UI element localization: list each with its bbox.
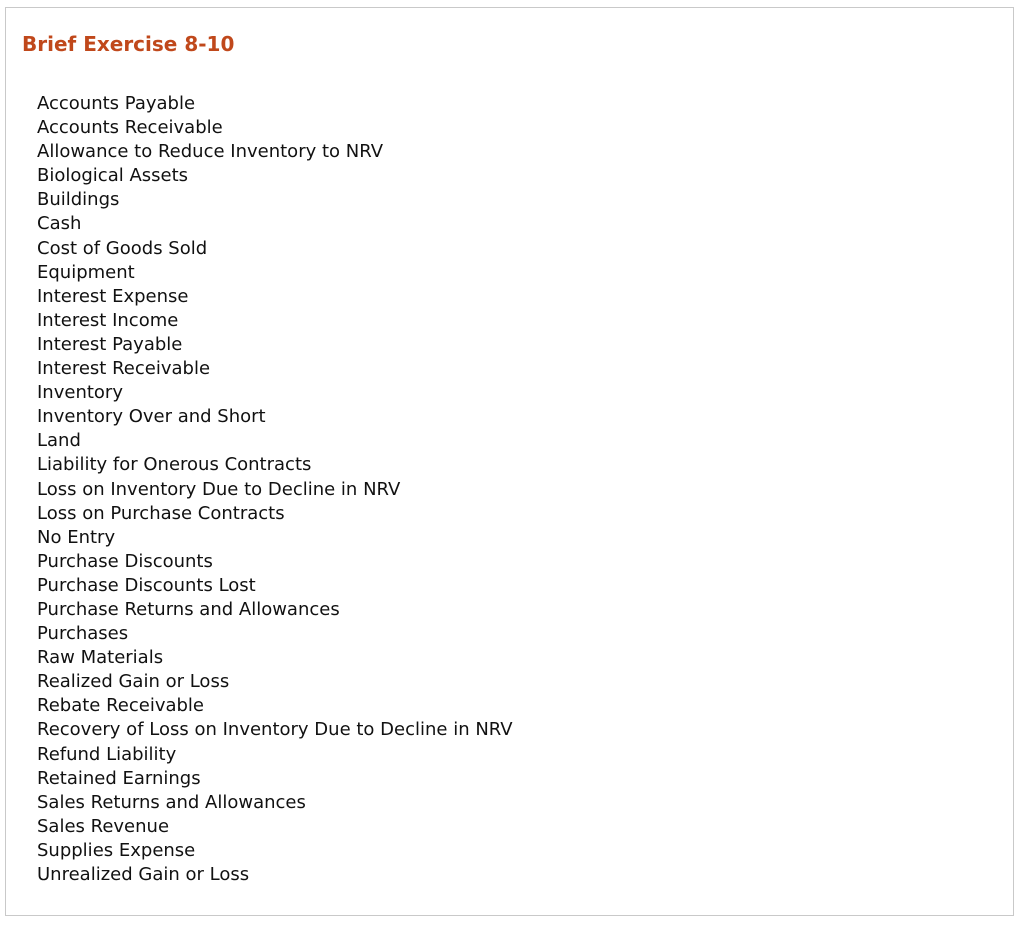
account-item: Land [37, 430, 81, 452]
account-item: Purchases [37, 623, 129, 645]
account-item: Raw Materials [37, 647, 164, 669]
account-item: Accounts Payable [37, 93, 196, 114]
account-item: Allowance to Reduce Inventory to NRV [37, 141, 384, 163]
account-item: Interest Income [37, 309, 179, 331]
account-item: Accounts Receivable [37, 117, 223, 139]
account-item: Interest Receivable [37, 358, 211, 380]
account-item: Equipment [37, 261, 135, 283]
account-item: No Entry [37, 526, 116, 548]
exercise-title: Brief Exercise 8-10 [22, 32, 235, 56]
account-item: Loss on Purchase Contracts [37, 502, 285, 524]
account-item: Refund Liability [37, 743, 177, 765]
account-item: Retained Earnings [37, 767, 201, 789]
account-item: Unrealized Gain or Loss [37, 864, 250, 885]
account-item: Purchase Discounts [37, 550, 213, 572]
exercise-panel [5, 7, 1014, 916]
account-item: Realized Gain or Loss [37, 671, 230, 693]
account-item: Sales Revenue [37, 815, 170, 837]
account-item: Rebate Receivable [37, 695, 205, 717]
account-item: Interest Payable [37, 333, 183, 355]
account-item: Cash [37, 213, 82, 235]
account-item: Cost of Goods Sold [37, 237, 208, 259]
account-item: Purchase Returns and Allowances [37, 598, 340, 620]
account-item: Liability for Onerous Contracts [37, 454, 312, 476]
account-item: Sales Returns and Allowances [37, 791, 306, 813]
account-list [37, 92, 513, 887]
account-item: Loss on Inventory Due to Decline in NRV [37, 478, 401, 500]
account-item: Supplies Expense [37, 839, 196, 861]
account-item: Biological Assets [37, 165, 189, 187]
account-item: Purchase Discounts Lost [37, 574, 256, 596]
account-item: Interest Expense [37, 285, 189, 307]
account-item: Recovery of Loss on Inventory Due to Decline in NRV [37, 719, 513, 741]
account-item: Inventory [37, 382, 123, 404]
account-item: Inventory Over and Short [37, 406, 266, 428]
account-item: Buildings [37, 189, 120, 211]
